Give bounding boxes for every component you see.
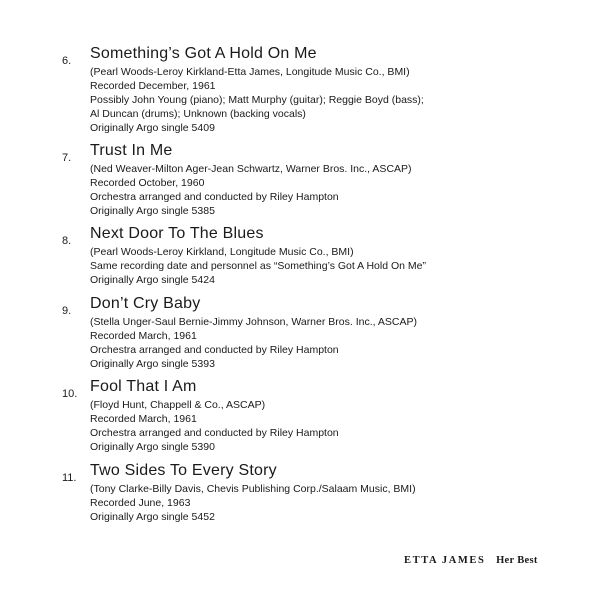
track-number: 8. xyxy=(62,235,72,247)
track-number: 9. xyxy=(62,305,72,317)
track-recorded: Recorded March, 1961 xyxy=(90,330,197,342)
track-personnel: Al Duncan (drums); Unknown (backing vocals) xyxy=(90,108,306,120)
track-original-release: Originally Argo single 5452 xyxy=(90,511,215,523)
track-credits: (Floyd Hunt, Chappell & Co., ASCAP) xyxy=(90,399,266,411)
album-title: Her Best xyxy=(496,555,538,566)
track-original-release: Originally Argo single 5385 xyxy=(90,205,215,217)
track-original-release: Originally Argo single 5409 xyxy=(90,122,215,134)
track-details xyxy=(90,245,426,287)
track-details xyxy=(90,65,424,135)
album-footer xyxy=(404,554,538,568)
track-title: Fool That I Am xyxy=(90,378,197,395)
track-personnel: Orchestra arranged and conducted by Riley Hampton xyxy=(90,191,339,203)
track-details xyxy=(90,398,339,454)
track-title: Don’t Cry Baby xyxy=(90,295,201,312)
track-title: Two Sides To Every Story xyxy=(90,462,277,479)
track-original-release: Originally Argo single 5393 xyxy=(90,358,215,370)
track-number: 7. xyxy=(62,152,72,164)
track-credits: (Pearl Woods-Leroy Kirkland, Longitude Music Co., BMI) xyxy=(90,246,354,258)
track-personnel: Possibly John Young (piano); Matt Murphy (guitar); Reggie Boyd (bass); xyxy=(90,94,424,106)
track-number: 11. xyxy=(62,472,77,484)
track-recorded: Recorded December, 1961 xyxy=(90,80,216,92)
track-recorded: Recorded October, 1960 xyxy=(90,177,205,189)
track-recorded: Recorded March, 1961 xyxy=(90,413,197,425)
track-credits: (Stella Unger-Saul Bernie-Jimmy Johnson, Warner Bros. Inc., ASCAP) xyxy=(90,316,417,328)
track-credits: (Ned Weaver-Milton Ager-Jean Schwartz, Warner Bros. Inc., ASCAP) xyxy=(90,163,412,175)
artist-name: ETTA JAMES xyxy=(404,555,486,566)
track-original-release: Originally Argo single 5390 xyxy=(90,441,215,453)
track-details xyxy=(90,482,416,524)
track-title: Something’s Got A Hold On Me xyxy=(90,45,317,62)
track-title: Trust In Me xyxy=(90,142,173,159)
track-personnel: Orchestra arranged and conducted by Riley Hampton xyxy=(90,344,339,356)
track-details xyxy=(90,162,412,218)
track-personnel: Orchestra arranged and conducted by Riley Hampton xyxy=(90,427,339,439)
track-recorded: Recorded June, 1963 xyxy=(90,497,191,509)
track-personnel: Same recording date and personnel as “Something’s Got A Hold On Me” xyxy=(90,260,426,272)
track-number: 6. xyxy=(62,55,72,67)
track-original-release: Originally Argo single 5424 xyxy=(90,274,215,286)
track-credits: (Tony Clarke-Billy Davis, Chevis Publishing Corp./Salaam Music, BMI) xyxy=(90,483,416,495)
track-details xyxy=(90,315,417,371)
track-title: Next Door To The Blues xyxy=(90,225,264,242)
track-number: 10. xyxy=(62,388,78,400)
track-credits: (Pearl Woods-Leroy Kirkland-Etta James, Longitude Music Co., BMI) xyxy=(90,66,410,78)
